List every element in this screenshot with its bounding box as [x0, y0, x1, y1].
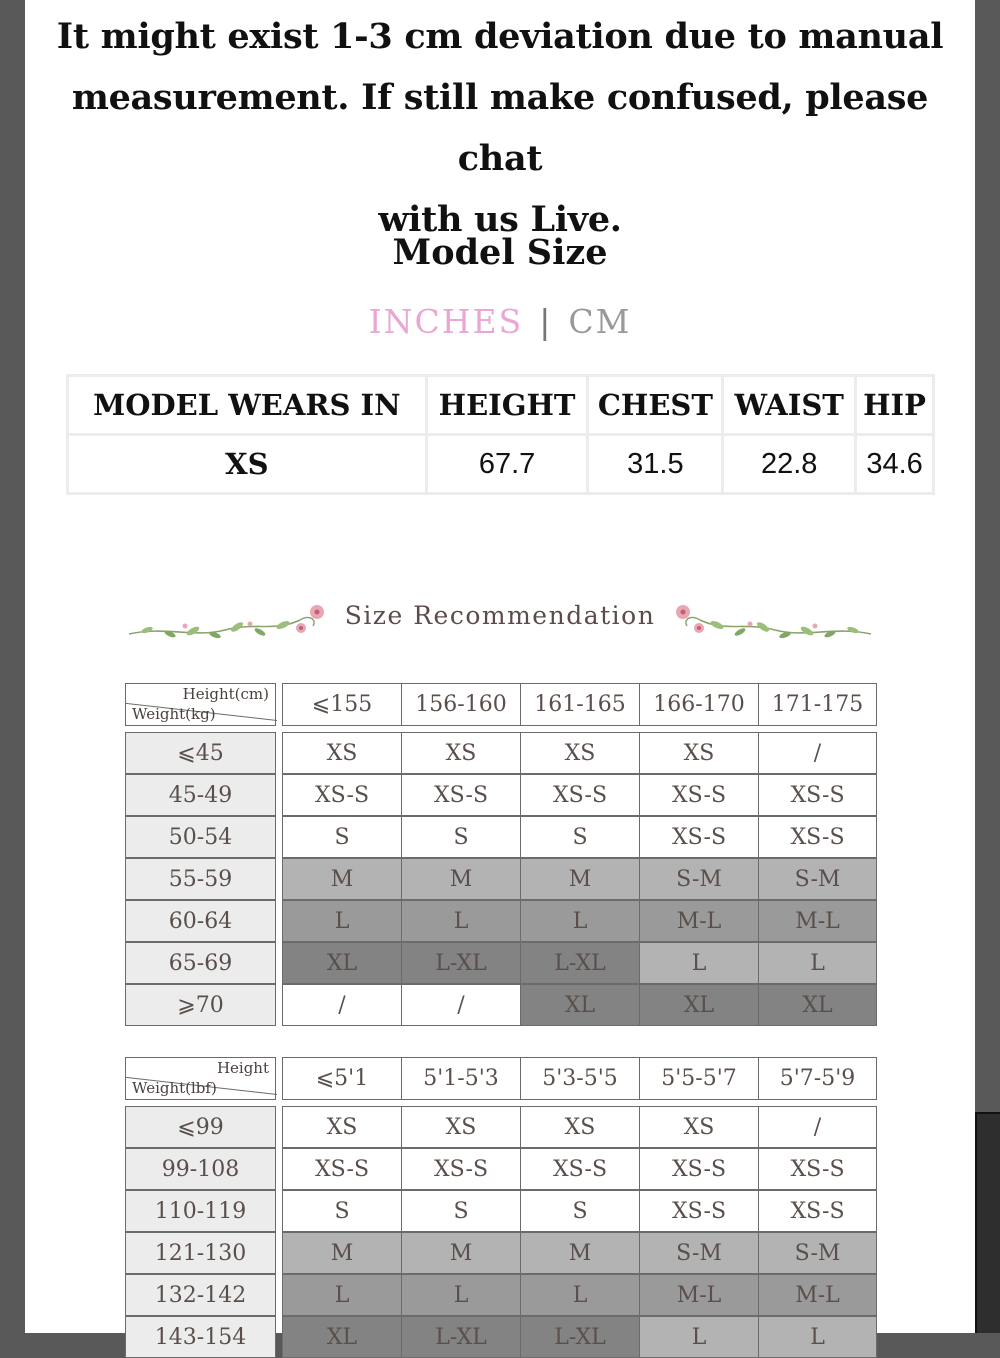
size-cell: / — [758, 1106, 877, 1148]
measurement-notice — [55, 6, 945, 250]
size-cell: / — [282, 984, 402, 1026]
size-cell: M — [282, 858, 402, 900]
size-cell: S — [520, 1190, 640, 1232]
size-cell: L — [639, 1316, 759, 1358]
unit-cm-tab[interactable]: CM — [568, 302, 632, 341]
size-cell: L — [520, 1274, 640, 1316]
size-cell: M — [401, 858, 521, 900]
column-header: 5'1-5'3 — [401, 1057, 521, 1100]
header-height: HEIGHT — [426, 376, 588, 435]
imperial-size-table — [125, 1057, 877, 1357]
header-chest: CHEST — [588, 376, 723, 435]
size-cell: M — [520, 1232, 640, 1274]
row-header: 65-69 — [125, 942, 276, 984]
row-header: 45-49 — [125, 774, 276, 816]
column-header: 171-175 — [758, 683, 877, 726]
model-hip-value: 34.6 — [856, 435, 934, 494]
row-header: ⩾70 — [125, 984, 276, 1026]
size-cell: XS — [401, 1106, 521, 1148]
size-cell: S-M — [758, 1232, 877, 1274]
floral-vine-right-icon — [670, 598, 875, 650]
size-cell: L-XL — [520, 1316, 640, 1358]
row-header: 99-108 — [125, 1148, 276, 1190]
model-waist-value: 22.8 — [723, 435, 856, 494]
column-header: 5'7-5'9 — [758, 1057, 877, 1100]
size-cell: XL — [282, 1316, 402, 1358]
size-cell: S — [282, 816, 402, 858]
size-cell: L — [758, 1316, 877, 1358]
model-table-header-row — [68, 376, 934, 435]
corner-height-label: Height — [216, 1059, 269, 1077]
unit-separator: | — [539, 302, 553, 341]
size-cell: XL — [758, 984, 877, 1026]
metric-size-table — [125, 683, 877, 1027]
column-header: 166-170 — [639, 683, 759, 726]
size-cell: L — [520, 900, 640, 942]
left-frame — [0, 0, 25, 1333]
row-header: 60-64 — [125, 900, 276, 942]
size-guide-page — [25, 0, 975, 1350]
size-cell: L — [401, 900, 521, 942]
size-cell: XS-S — [401, 1148, 521, 1190]
size-cell: XS-S — [758, 816, 877, 858]
size-cell: XS — [282, 1106, 402, 1148]
size-cell: L — [282, 900, 402, 942]
table-corner-header — [125, 683, 276, 726]
right-frame-tab — [975, 1112, 1000, 1333]
size-cell: XS-S — [639, 816, 759, 858]
size-cell: L-XL — [401, 1316, 521, 1358]
corner-height-label: Height(cm) — [182, 685, 269, 703]
size-cell: XS — [639, 732, 759, 774]
size-cell: XS-S — [401, 774, 521, 816]
column-header: 156-160 — [401, 683, 521, 726]
row-header: ⩽45 — [125, 732, 276, 774]
size-cell: S — [520, 816, 640, 858]
column-header: ⩽155 — [282, 683, 402, 726]
notice-line-3: with us Live. — [378, 199, 622, 240]
size-cell: XS-S — [758, 1190, 877, 1232]
size-cell: XS-S — [758, 1148, 877, 1190]
size-cell: S — [282, 1190, 402, 1232]
model-table-row — [68, 435, 934, 494]
size-cell: S-M — [758, 858, 877, 900]
size-cell: M-L — [758, 900, 877, 942]
size-cell: XS-S — [282, 1148, 402, 1190]
corner-weight-label: Weight(kg) — [132, 705, 216, 723]
model-height-value: 67.7 — [426, 435, 588, 494]
row-header: 50-54 — [125, 816, 276, 858]
size-cell: XS-S — [520, 774, 640, 816]
size-cell: XL — [282, 942, 402, 984]
size-cell: S — [401, 816, 521, 858]
size-cell: XS-S — [639, 1148, 759, 1190]
size-cell: XS — [282, 732, 402, 774]
size-cell: M — [282, 1232, 402, 1274]
header-model-wears-in: MODEL WEARS IN — [68, 376, 427, 435]
size-cell: M-L — [639, 1274, 759, 1316]
size-cell: XS — [639, 1106, 759, 1148]
row-header: 55-59 — [125, 858, 276, 900]
size-cell: M — [520, 858, 640, 900]
model-size-title: Model Size — [392, 232, 608, 273]
size-cell: S-M — [639, 1232, 759, 1274]
row-header: 143-154 — [125, 1316, 276, 1358]
size-cell: XL — [520, 984, 640, 1026]
size-cell: M-L — [758, 1274, 877, 1316]
size-cell: XS-S — [639, 1190, 759, 1232]
size-cell: L — [758, 942, 877, 984]
size-cell: S-M — [639, 858, 759, 900]
row-header: 121-130 — [125, 1232, 276, 1274]
size-cell: / — [758, 732, 877, 774]
size-cell: XS-S — [520, 1148, 640, 1190]
model-size-table — [66, 374, 935, 495]
notice-line-2: measurement. If still make confused, please chat — [71, 77, 929, 179]
size-cell: L — [282, 1274, 402, 1316]
size-cell: XS — [520, 732, 640, 774]
model-chest-value: 31.5 — [588, 435, 723, 494]
corner-weight-label: Weight(lbf) — [132, 1079, 217, 1097]
size-cell: L-XL — [520, 942, 640, 984]
column-header: 161-165 — [520, 683, 640, 726]
unit-inches-tab[interactable]: INCHES — [368, 302, 524, 341]
size-cell: XS-S — [282, 774, 402, 816]
size-cell: XS — [520, 1106, 640, 1148]
size-cell: XS — [401, 732, 521, 774]
size-cell: L — [401, 1274, 521, 1316]
notice-line-1: It might exist 1-3 cm deviation due to manual — [56, 16, 944, 57]
size-cell: M-L — [639, 900, 759, 942]
model-size-value: XS — [68, 435, 427, 494]
size-cell: L — [639, 942, 759, 984]
size-cell: M — [401, 1232, 521, 1274]
size-recommendation-header — [125, 598, 875, 650]
column-header: 5'3-5'5 — [520, 1057, 640, 1100]
header-hip: HIP — [856, 376, 934, 435]
size-cell: XS-S — [758, 774, 877, 816]
size-cell: S — [401, 1190, 521, 1232]
size-recommendation-title: Size Recommendation — [344, 601, 656, 630]
column-header: ⩽5'1 — [282, 1057, 402, 1100]
size-cell: / — [401, 984, 521, 1026]
size-cell: L-XL — [401, 942, 521, 984]
size-cell: XS-S — [639, 774, 759, 816]
header-waist: WAIST — [723, 376, 856, 435]
unit-toggle — [25, 302, 975, 341]
row-header: ⩽99 — [125, 1106, 276, 1148]
table-corner-header — [125, 1057, 276, 1100]
size-cell: XL — [639, 984, 759, 1026]
column-header: 5'5-5'7 — [639, 1057, 759, 1100]
row-header: 110-119 — [125, 1190, 276, 1232]
row-header: 132-142 — [125, 1274, 276, 1316]
